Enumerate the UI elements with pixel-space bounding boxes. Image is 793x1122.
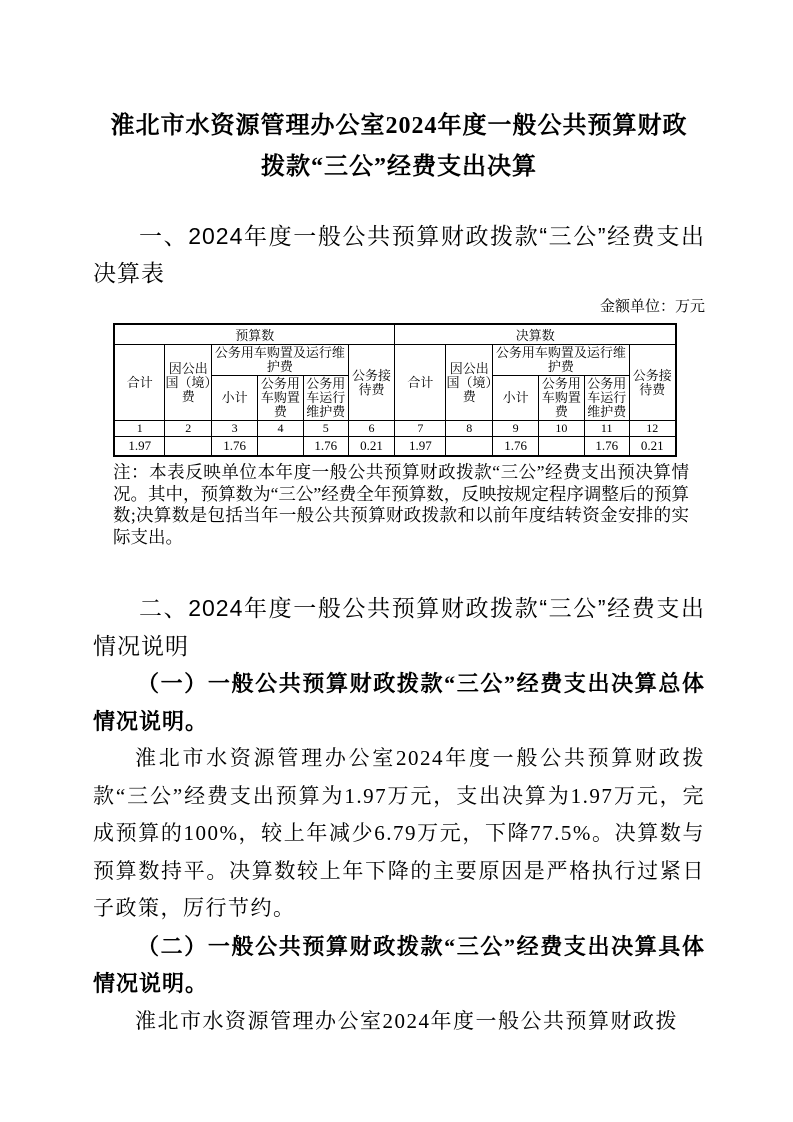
column-number: 2 (165, 421, 212, 437)
col-header-total-budget: 合计 (114, 345, 165, 421)
table-group-final: 决算数 (395, 324, 676, 345)
value-reception-budget: 0.21 (348, 437, 395, 457)
value-abroad-final (446, 437, 493, 457)
column-number: 11 (584, 421, 629, 437)
col-header-operation-final: 公务用车运行维护费 (584, 376, 629, 421)
value-subtotal-budget: 1.76 (212, 437, 258, 457)
column-number: 12 (629, 421, 676, 437)
col-header-vehicle-group-budget: 公务用车购置及运行维护费 (212, 345, 348, 376)
section2-heading: 二、2024年度一般公共预算财政拨款“三公”经费支出情况说明 (93, 595, 705, 659)
value-operation-budget: 1.76 (303, 437, 348, 457)
col-header-reception-final: 公务接待费 (629, 345, 676, 421)
section1-heading: 一、2024年度一般公共预算财政拨款“三公”经费支出决算表 (93, 223, 705, 286)
col-header-purchase-final: 公务用车购置费 (539, 376, 585, 421)
column-number: 8 (446, 421, 493, 437)
col-header-subtotal-final: 小计 (493, 376, 539, 421)
column-number: 3 (212, 421, 258, 437)
value-total-final: 1.97 (395, 437, 446, 457)
column-number: 10 (539, 421, 585, 437)
value-total-budget: 1.97 (114, 437, 165, 457)
column-number: 4 (258, 421, 304, 437)
column-number: 6 (348, 421, 395, 437)
section2-sub2-paragraph: 淮北市水资源管理办公室2024年度一般公共预算财政拨 (135, 1008, 678, 1033)
document-title: 淮北市水资源管理办公室2024年度一般公共预算财政拨款“三公”经费支出决算 (110, 113, 688, 180)
section2-sub2-heading: （二）一般公共预算财政拨款“三公”经费支出决算具体情况说明。 (93, 933, 705, 996)
amount-unit-label: 金额单位：万元 (599, 299, 705, 315)
col-header-subtotal-budget: 小计 (212, 376, 258, 421)
col-header-reception-budget: 公务接待费 (348, 345, 395, 421)
col-header-operation-budget: 公务用车运行维护费 (303, 376, 348, 421)
value-subtotal-final: 1.76 (493, 437, 539, 457)
section2-block (93, 590, 705, 1040)
col-header-abroad-final: 因公出国（境）费 (446, 345, 493, 421)
value-purchase-final (539, 437, 585, 457)
section2-sub1-heading: （一）一般公共预算财政拨款“三公”经费支出决算总体情况说明。 (93, 671, 705, 734)
three-public-expense-table (113, 323, 677, 457)
col-header-purchase-budget: 公务用车购置费 (258, 376, 304, 421)
value-row (114, 437, 676, 457)
column-number: 5 (303, 421, 348, 437)
section2-sub1-paragraph: 淮北市水资源管理办公室2024年度一般公共预算财政拨款“三公”经费支出预算为1.97万元，支出决算为1.97万元，完成预算的100%，较上年减少6.79万元，下降77.5%。决算数与预算数持平。决算数较上年下降的主要原因是严格执行过紧日子政策，厉行节约。 (93, 746, 705, 920)
value-operation-final: 1.76 (584, 437, 629, 457)
column-number: 9 (493, 421, 539, 437)
value-abroad-budget (165, 437, 212, 457)
document-content (93, 0, 705, 1040)
value-reception-final: 0.21 (629, 437, 676, 457)
column-number: 7 (395, 421, 446, 437)
column-number-row (114, 421, 676, 437)
col-header-total-final: 合计 (395, 345, 446, 421)
value-purchase-budget (258, 437, 304, 457)
col-header-abroad-budget: 因公出国（境）费 (165, 345, 212, 421)
col-header-vehicle-group-final: 公务用车购置及运行维护费 (493, 345, 629, 376)
column-number: 1 (114, 421, 165, 437)
table-group-budget: 预算数 (114, 324, 395, 345)
table-note: 注：本表反映单位本年度一般公共预算财政拨款“三公”经费支出预决算情况。其中，预算数为“三公”经费全年预算数，反映按规定程序调整后的预算数;决算数是包括当年一般公共预算财政拨款和以前年度结转资金安排的实际支出。 (113, 462, 689, 547)
